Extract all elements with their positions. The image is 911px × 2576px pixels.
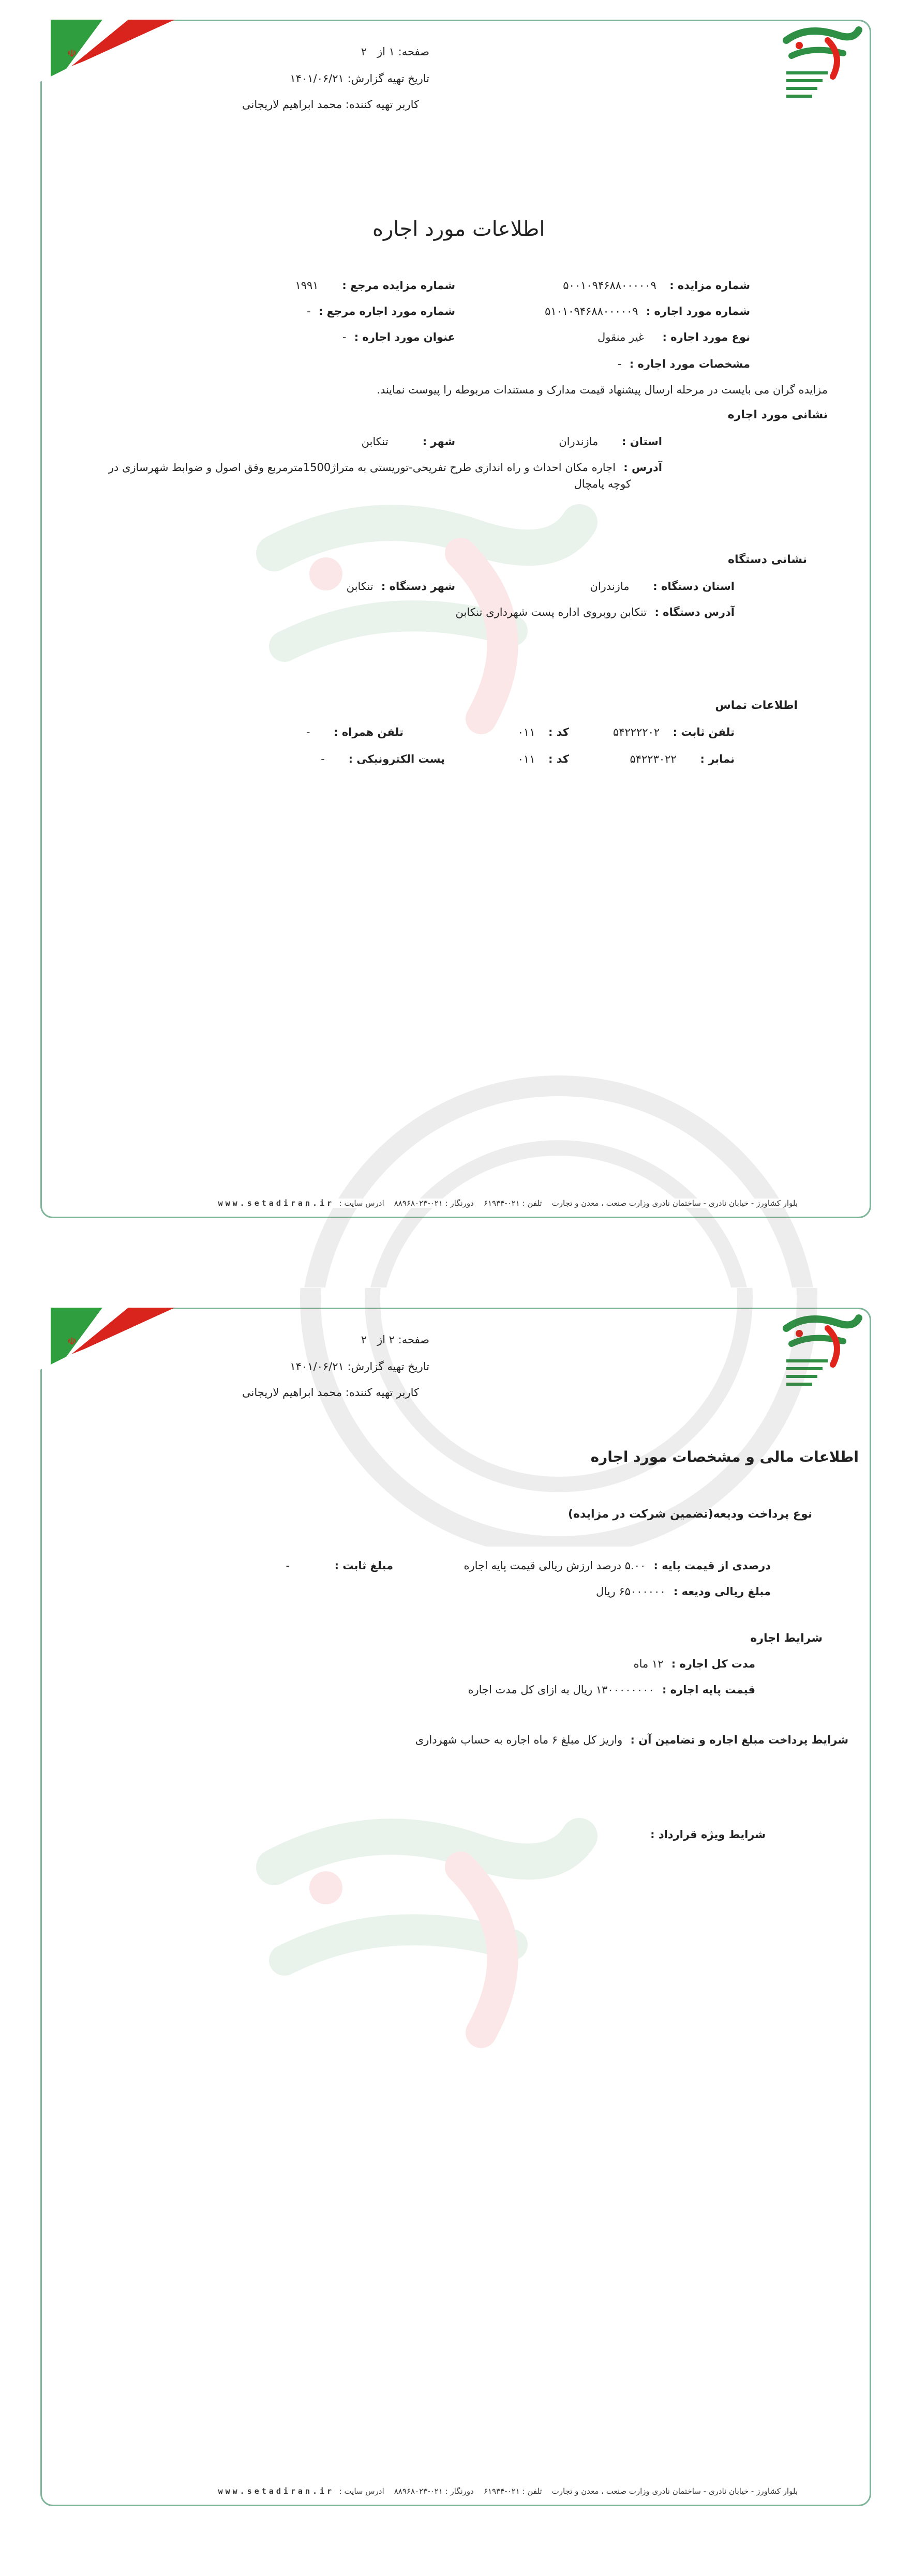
iran-flag-icon (40, 20, 175, 87)
phone-code-row (497, 726, 569, 738)
base-price-row (414, 1684, 755, 1696)
footer-fax: دورنگار : ۰۲۱-۸۸۹۶۸۰۲۳ (394, 2487, 474, 2496)
page-2 (0, 1288, 911, 2576)
fax-code-row (497, 753, 569, 765)
page-counter (259, 1334, 429, 1346)
lease-type-row (466, 331, 750, 343)
page-total: ۲ (361, 1334, 367, 1346)
lease-no-label: شماره مورد اجاره : (646, 305, 750, 317)
lease-spec-value: - (617, 358, 622, 370)
address-line-2: کوچه پامچال (574, 478, 631, 490)
special-terms-label: شرایط ویژه قرارداد : (650, 1828, 766, 1841)
footer-fax: دورنگار : ۰۲۱-۸۸۹۶۸۰۲۳ (394, 1199, 474, 1208)
ref-auction-no-value: ۱۹۹۱ (295, 279, 319, 292)
footer-site-label: ادرس سایت : (339, 1199, 384, 1208)
page-of: از (377, 1334, 385, 1346)
footer-address: بلوار کشاورز - خیابان نادری - ساختمان نادری وزارت صنعت ، معدن و تجارت (551, 2487, 798, 2496)
province-row (466, 435, 662, 448)
device-address-row (362, 606, 735, 618)
lease-spec-row (466, 358, 750, 370)
deposit-rial-label: مبلغ ریالی ودیعه : (673, 1585, 771, 1598)
ref-lease-no-value: - (307, 305, 311, 317)
ref-auction-no-row (207, 279, 455, 292)
footer-site-label: ادرس سایت : (339, 2487, 384, 2496)
ref-lease-no-label: شماره مورد اجاره مرجع : (318, 305, 455, 317)
city-row (207, 435, 455, 448)
ref-lease-no-row (207, 305, 455, 317)
report-date (207, 72, 429, 85)
device-address-value: تنکابن روبروی اداره پست شهرداری تنکابن (455, 606, 647, 618)
preparer-label: کاربر تهیه کننده: (345, 1386, 419, 1399)
mobile-label: تلفن همراه : (334, 726, 404, 738)
page-counter (259, 46, 429, 58)
address-line-1: اجاره مکان احداث و راه اندازی طرح تفریحی-توریستی به متراژ1500مترمربع وفق اصول و ضوابط شهرسازی در (108, 461, 616, 474)
deposit-rial-value: ۶۵۰۰۰۰۰۰ ریال (596, 1585, 666, 1598)
lease-title-label: عنوان مورد اجاره : (354, 331, 455, 343)
report-date (207, 1360, 429, 1373)
footer-site-link[interactable]: www.setadiran.ir (218, 2487, 335, 2496)
contact-title: اطلاعات تماس (715, 699, 798, 712)
ref-auction-no-label: شماره مزایده مرجع : (342, 279, 455, 292)
address-label: آدرس : (623, 461, 662, 474)
lease-title-row (207, 331, 455, 343)
device-address-label: آدرس دستگاه : (654, 606, 735, 618)
base-price-label: قیمت پایه اجاره : (662, 1684, 755, 1696)
duration-row (517, 1658, 755, 1670)
auction-no-value: ۵۰۰۱۰۹۴۶۸۸۰۰۰۰۰۹ (563, 279, 656, 292)
deposit-title: نوع پرداخت ودیعه(تضمین شرکت در مزایده) (567, 1508, 812, 1521)
watermark-logo-icon (243, 1805, 605, 2064)
page-label: صفحه: (398, 46, 429, 58)
auction-no-label: شماره مزایده : (669, 279, 750, 292)
phone-code-value: ۰۱۱ (517, 726, 535, 738)
base-price-value: ۱۳۰۰۰۰۰۰۰۰ ریال به ازای کل مدت اجاره (468, 1684, 654, 1696)
province-value: مازندران (559, 435, 599, 448)
auction-no-row (466, 279, 750, 292)
fax-code-value: ۰۱۱ (517, 753, 535, 765)
preparer (155, 98, 419, 111)
deposit-percent-value: ۵.۰۰ درصد ارزش ریالی قیمت پایه اجاره (464, 1559, 646, 1572)
watermark-seal-icon (290, 1065, 828, 1287)
page-title: اطلاعات مالی و مشخصات مورد اجاره (590, 1448, 859, 1465)
duration-value: ۱۲ ماه (633, 1658, 664, 1670)
device-province-label: استان دستگاه : (653, 580, 735, 593)
duration-label: مدت کل اجاره : (671, 1658, 755, 1670)
fax-code-label: کد : (548, 753, 569, 765)
page-number: ۱ (389, 46, 395, 58)
device-city-value: تنکابن (346, 580, 374, 593)
setad-logo-icon (776, 25, 864, 113)
footer (119, 2487, 804, 2496)
preparer-value: محمد ابراهیم لاریجانی (242, 98, 342, 111)
page-label: صفحه: (398, 1334, 429, 1346)
page-title: اطلاعات مورد اجاره (372, 217, 545, 241)
phone-label: تلفن ثابت : (673, 726, 735, 738)
report-date-value: ۱۴۰۱/۰۶/۲۱ (290, 1360, 344, 1373)
fax-label: نمابر : (700, 753, 735, 765)
fax-value: ۵۴۲۲۳۰۲۲ (630, 753, 677, 765)
deposit-fixed-row (207, 1559, 393, 1572)
deposit-fixed-value: - (286, 1559, 290, 1572)
page-total: ۲ (361, 46, 367, 58)
lease-type-value: غیر منقول (598, 331, 644, 343)
report-date-value: ۱۴۰۱/۰۶/۲۱ (290, 72, 344, 85)
payment-terms-value: واریز کل مبلغ ۶ ماه اجاره به حساب شهرداری (415, 1734, 623, 1746)
deposit-fixed-label: مبلغ ثابت : (334, 1559, 393, 1572)
phone-code-label: کد : (548, 726, 569, 738)
report-date-label: تاریخ تهیه گزارش: (347, 72, 429, 85)
email-row (259, 753, 445, 765)
payment-terms-label: شرایط پرداخت مبلغ اجاره و تضامین آن : (630, 1734, 848, 1746)
deposit-percent-label: درصدی از قیمت پایه : (653, 1559, 771, 1572)
terms-title: شرایط اجاره (750, 1632, 823, 1645)
lease-no-row (466, 305, 750, 317)
device-province-row (466, 580, 735, 593)
preparer (155, 1386, 419, 1399)
svg-text:☫: ☫ (67, 47, 77, 59)
svg-text:☫: ☫ (67, 1335, 77, 1347)
province-label: استان : (622, 435, 662, 448)
device-city-row (207, 580, 455, 593)
watermark-logo-icon (243, 491, 605, 750)
mobile-row (259, 726, 404, 738)
address-row (93, 461, 662, 474)
mobile-value: - (306, 726, 310, 738)
phone-value: ۵۴۲۲۲۲۰۲ (613, 726, 660, 738)
lease-type-label: نوع مورد اجاره : (662, 331, 750, 343)
email-label: پست الکترونیکی : (348, 753, 445, 765)
lease-no-value: ۵۱۰۱۰۹۴۶۸۸۰۰۰۰۰۹ (545, 305, 638, 317)
deposit-rial-row (517, 1585, 771, 1598)
preparer-value: محمد ابراهیم لاریجانی (242, 1386, 342, 1399)
footer (119, 1199, 804, 1208)
device-city-label: شهر دستگاه : (381, 580, 455, 593)
footer-site-link[interactable]: www.setadiran.ir (218, 1199, 335, 1208)
preparer-label: کاربر تهیه کننده: (345, 98, 419, 111)
page-of: از (377, 46, 385, 58)
device-address-title: نشانی دستگاه (727, 553, 807, 566)
payment-terms-row (404, 1734, 848, 1746)
lease-address-title: نشانی مورد اجاره (727, 408, 828, 421)
footer-address: بلوار کشاورز - خیابان نادری - ساختمان نادری وزارت صنعت ، معدن و تجارت (551, 1199, 798, 1208)
city-label: شهر : (422, 435, 455, 448)
lease-spec-label: مشخصات مورد اجاره : (629, 358, 750, 370)
lease-title-value: - (342, 331, 347, 343)
report-date-label: تاریخ تهیه گزارش: (347, 1360, 429, 1373)
footer-phone: تلفن : ۰۲۱-۶۱۹۳۴ (483, 2487, 542, 2496)
iran-flag-icon (40, 1308, 175, 1375)
deposit-percent-row (435, 1559, 771, 1572)
city-value: تنکابن (361, 435, 389, 448)
email-value: - (321, 753, 325, 765)
page-number: ۲ (389, 1334, 395, 1346)
device-province-value: مازندران (590, 580, 630, 593)
footer-phone: تلفن : ۰۲۱-۶۱۹۳۴ (483, 1199, 542, 1208)
submission-note: مزایده گران می بایست در مرحله ارسال پیشنهاد قیمت مدارک و مستندات مربوطه را پیوست نمایند. (377, 384, 828, 396)
